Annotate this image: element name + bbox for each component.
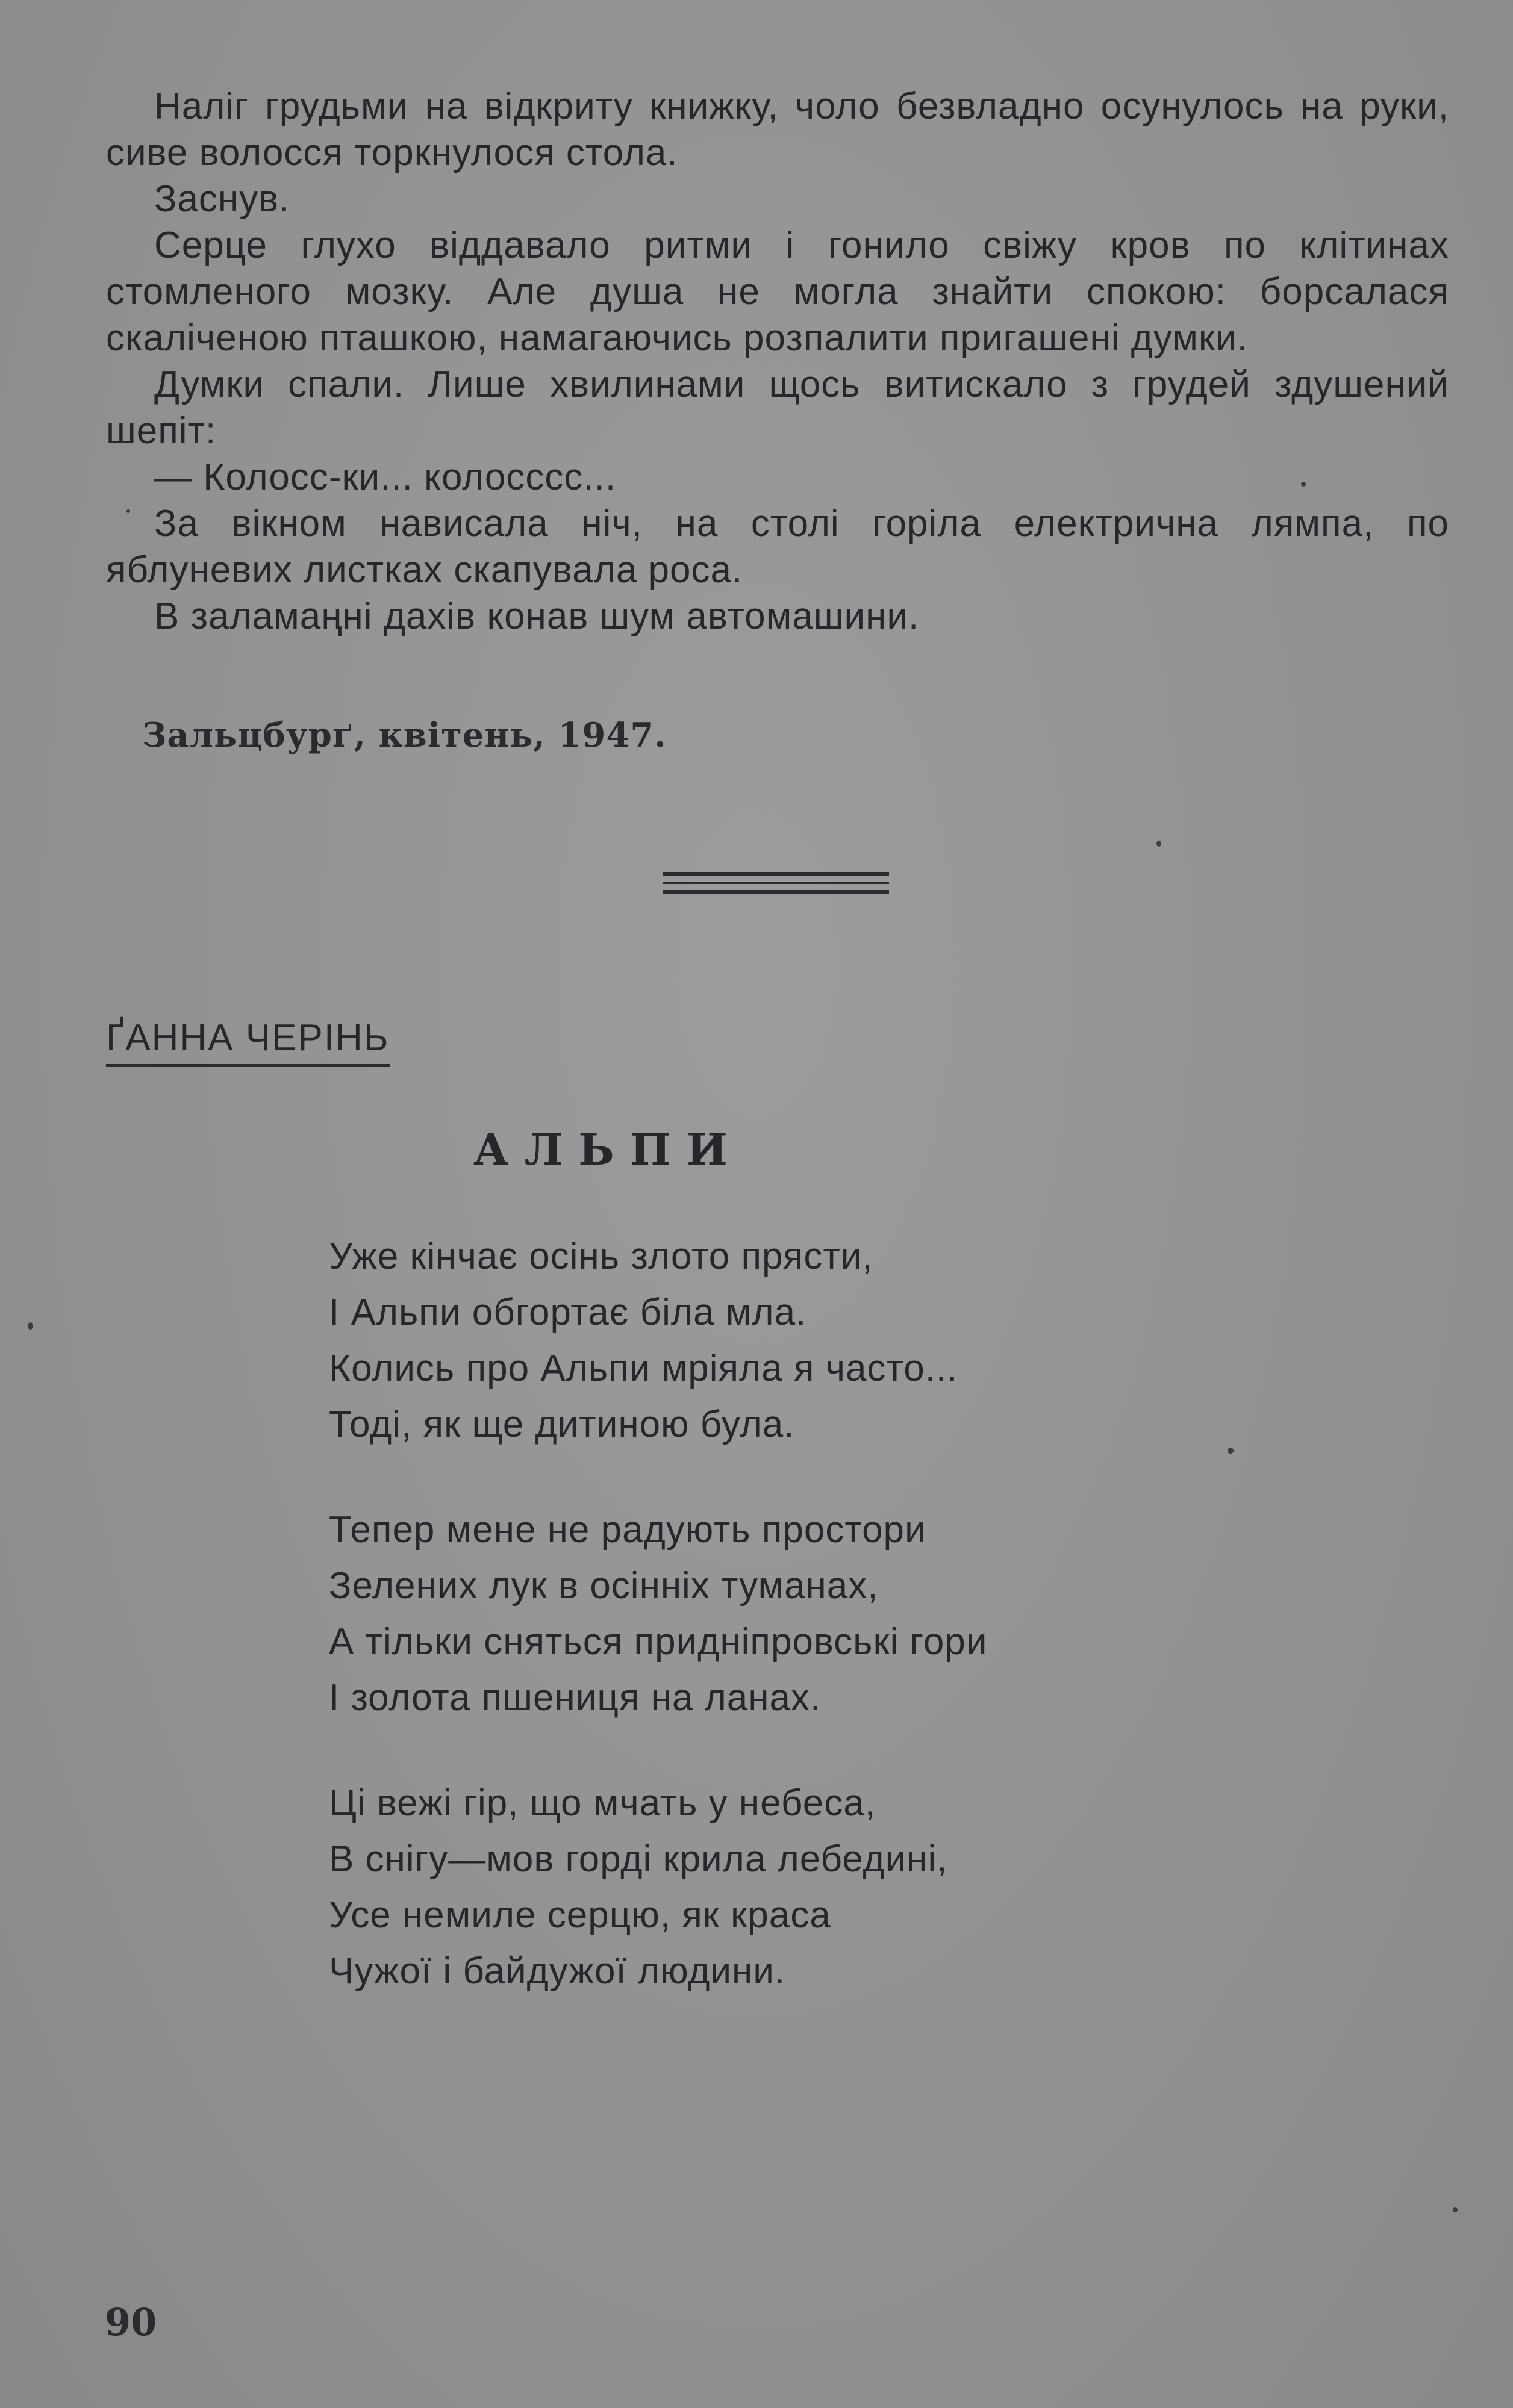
prose-dialog-line: — Колосс-ки... колосссс... <box>154 456 617 498</box>
section-divider <box>663 872 889 897</box>
poem-line: І золота пшениця на ланах. <box>329 1677 822 1719</box>
stanza <box>329 1228 987 1452</box>
print-speck <box>28 1322 33 1330</box>
place-date: Зальцбурґ, квітень, 1947. <box>142 715 667 755</box>
poem-line: Тепер мене не радують простори <box>329 1509 926 1551</box>
author-name: ҐАННА ЧЕРІНЬ <box>106 1016 390 1067</box>
prose-paragraph: В заламаңні дахів конав шум автомашини. <box>154 596 920 637</box>
prose-paragraph: Серце глухо віддавало ритми і гонило свіжу кров по клітинах стомленого мозку. Але душа не могла знайти спокою: борсалася скаліченою пташкою, намагаючись розпалити пригашені думки. <box>106 225 1449 359</box>
poem-line: А тільки сняться придніпровські гори <box>329 1621 988 1663</box>
print-speck <box>126 509 130 513</box>
stanza <box>329 1775 987 1999</box>
prose-paragraph: Наліг грудьми на відкриту книжку, чоло безвладно осунулось на руки, сиве волосся торкнулося стола. <box>106 86 1449 173</box>
poem-line: В снігу—мов горді крила лебедині, <box>329 1838 948 1880</box>
poem-line: Усе немиле серцю, як краса <box>329 1894 831 1936</box>
poem <box>329 1228 987 2049</box>
poem-line: Уже кінчає осінь злото прясти, <box>329 1236 873 1277</box>
prose-paragraph: За вікном нависала ніч, на столі горіла електрична лямпа, по яблуневих листках скапувала роса. <box>106 503 1449 591</box>
print-speck <box>1453 2207 1458 2212</box>
poem-title: АЛЬПИ <box>473 1124 743 1175</box>
poem-line: І Альпи обгортає біла мла. <box>329 1292 807 1333</box>
print-speck <box>1228 1448 1234 1454</box>
print-speck <box>1156 841 1161 847</box>
poem-line: Ці вежі гір, що мчать у небеса, <box>329 1782 876 1824</box>
prose-block <box>106 83 1449 639</box>
poem-line: Зелених лук в осінніх туманах, <box>329 1565 879 1607</box>
page-number: 90 <box>105 2300 157 2344</box>
poem-line: Колись про Альпи мріяла я часто... <box>329 1348 958 1389</box>
prose-paragraph: Думки спали. Лише хвилинами щось витискало з грудей здушений шепіт: <box>106 364 1449 452</box>
print-speck <box>1301 482 1306 487</box>
stanza <box>329 1502 987 1726</box>
prose-paragraph: Заснув. <box>154 178 290 220</box>
poem-line: Чужої і байдужої людини. <box>329 1950 786 1992</box>
poem-line: Тоді, як ще дитиною була. <box>329 1404 795 1445</box>
